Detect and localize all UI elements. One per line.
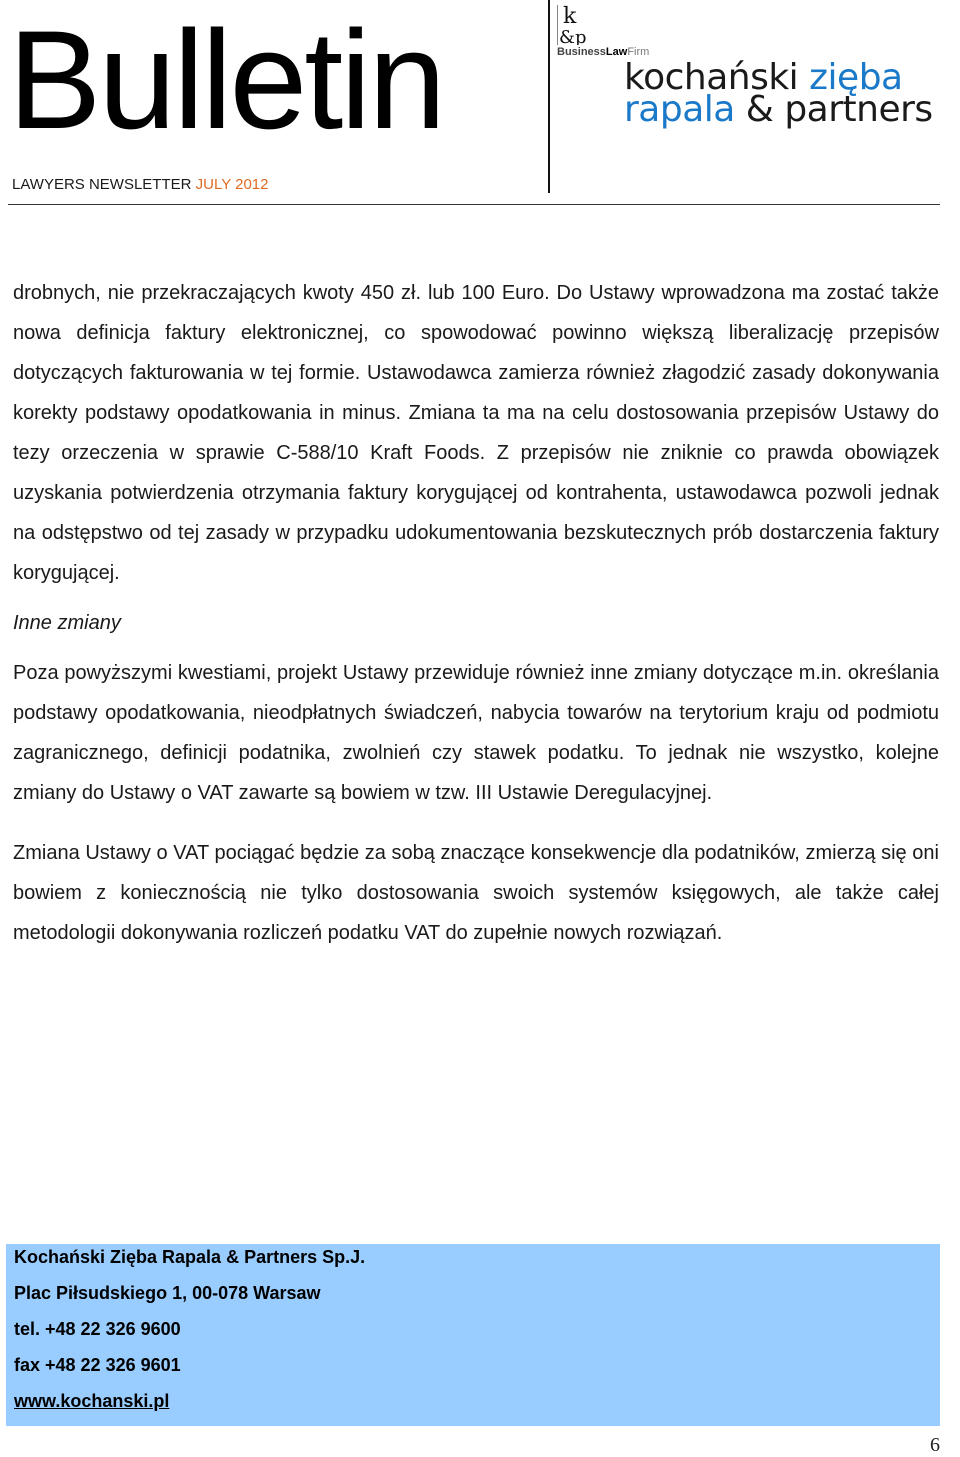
logo-monogram-bottom: &p [559,27,587,45]
page-header [0,0,960,206]
footer-tel: tel. +48 22 326 9600 [14,1319,181,1339]
header-divider-horizontal [8,204,940,205]
newsletter-line [12,176,269,193]
footer-company: Kochański Zięba Rapala & Partners Sp.J. [14,1247,366,1267]
footer-fax: fax +48 22 326 9601 [14,1355,181,1375]
blf-firm: Firm [627,46,650,58]
article-body [13,273,939,953]
footer-address: Plac Piłsudskiego 1, 00-078 Warsaw [14,1283,321,1303]
firm-name-rapala: rapala [624,89,735,130]
blf-business: Business [557,46,606,58]
firm-name-logo [624,57,933,130]
logo-monogram-top: k [563,5,577,29]
blf-law: Law [605,46,628,58]
firm-name-kochanski: kochański [624,57,799,98]
kp-monogram-logo [557,5,593,50]
page-number: 6 [930,1434,940,1456]
bulletin-title: Bulletin [8,1,444,158]
section-subheading: Inne zmiany [13,612,121,634]
contact-box [6,1244,940,1426]
header-divider-vertical [548,0,550,193]
firm-name-zieba: zięba [809,57,903,98]
firm-name-partners: & partners [745,89,933,130]
paragraph-2: Poza powyższymi kwestiami, projekt Ustawy przewiduje również inne zmiany dotyczące m.in. określania podstawy opodatkowania, nieodpłatnych świadczeń, nabycia towarów na terytorium kraju od podmiotu zagranicznego, definicji podatnika, zwolnień czy stawek podatku. To jednak nie wszystko, kolejne zmiany do Ustawy o VAT zawarte są bowiem w tzw. III Ustawie Deregulacyjnej. [13,662,939,804]
newsletter-label: LAWYERS NEWSLETTER [12,176,192,193]
firm-name-line-2 [624,89,933,130]
paragraph-3: Zmiana Ustawy o VAT pociągać będzie za sobą znaczące konsekwencje dla podatników, zmierzą się oni bowiem z koniecznością nie tylko dostosowania swoich systemów księgowych, ale także całej metodologii dokonywania rozliczeń podatku VAT do zupełnie nowych rozwiązań. [13,842,939,944]
paragraph-1: drobnych, nie przekraczających kwoty 450 zł. lub 100 Euro. Do Ustawy wprowadzona ma zostać także nowa definicja faktury elektronicznej, co spowodować powinno większą liberalizację przepisów dotyczących fakturowania w tej formie. Ustawodawca zamierza również złagodzić zasady dokonywania korekty podstawy opodatkowania in minus. Zmiana ta ma na celu dostosowania przepisów Ustawy do tezy orzeczenia w sprawie C-588/10 Kraft Foods. Z przepisów nie zniknie co prawda obowiązek uzyskania potwierdzenia otrzymania faktury korygującej od kontrahenta, ustawodawca pozwoli jednak na odstępstwo od tej zasady w przypadku udokumentowania bezskutecznych prób dostarczenia faktury korygującej. [13,282,939,584]
footer-website-link[interactable]: www.kochanski.pl [14,1391,170,1411]
newsletter-date: JULY 2012 [195,176,269,193]
